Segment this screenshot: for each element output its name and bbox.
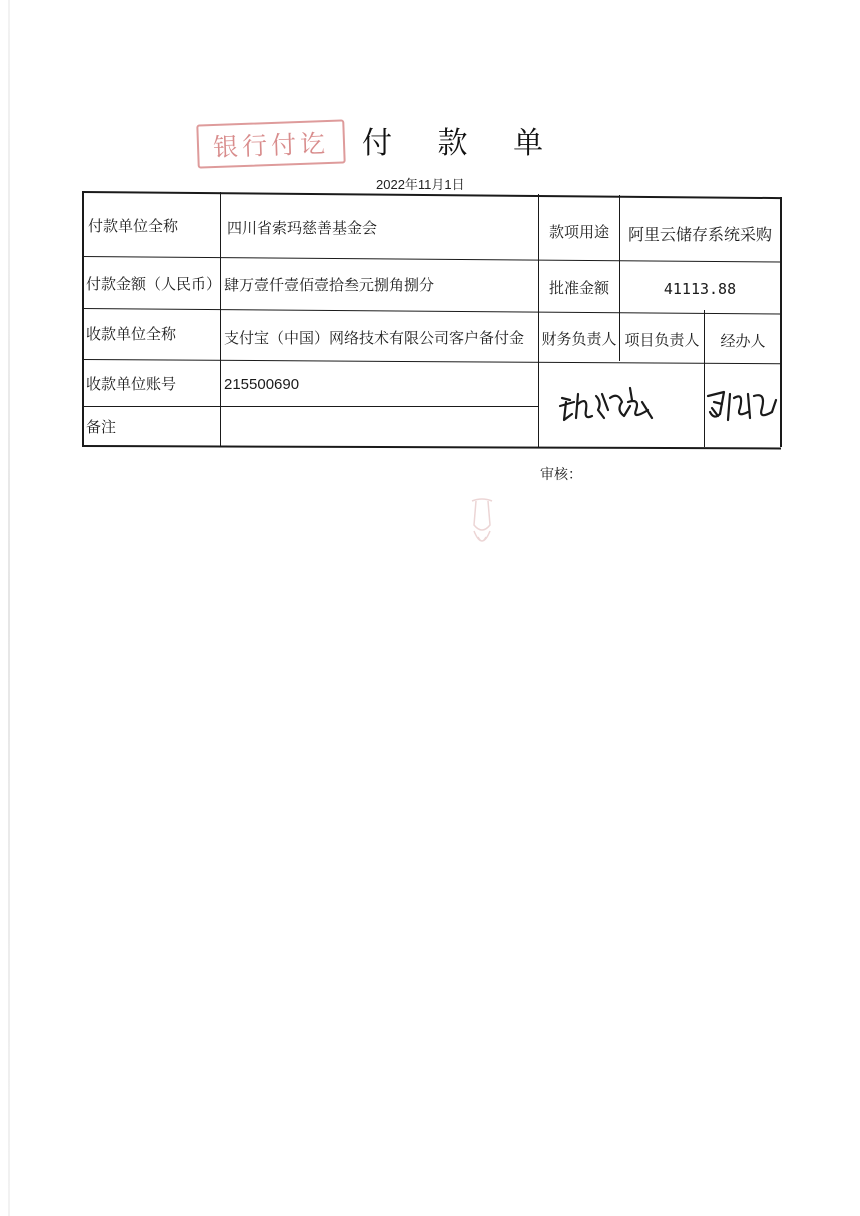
purpose-value: 阿里云储存系统采购 — [627, 224, 772, 244]
remark-label: 备注 — [86, 417, 117, 436]
table-border-right — [780, 197, 782, 447]
project-head-label: 项目负责人 — [624, 330, 700, 349]
payee-account-label: 收款单位账号 — [86, 374, 177, 393]
col-divider — [220, 192, 221, 446]
document-date: 2022年11月1日 — [376, 177, 465, 192]
review-label: 审核： — [540, 467, 582, 483]
page-title: 付 款 单 — [362, 126, 562, 161]
faint-seal-mark — [462, 495, 502, 555]
row-divider — [82, 308, 781, 314]
handler-label: 经办人 — [720, 331, 766, 350]
bank-paid-stamp: 银行付讫 — [196, 119, 345, 168]
approved-amount-value: 41113.88 — [663, 280, 737, 298]
payee-account-value: 215500690 — [224, 375, 300, 393]
row-divider — [82, 256, 781, 262]
scan-edge — [8, 0, 10, 1216]
payer-name-value: 四川省索玛慈善基金会 — [227, 218, 378, 237]
amount-in-words: 肆万壹仟壹佰壹拾叁元捌角捌分 — [224, 275, 435, 294]
table-border-left — [82, 191, 84, 447]
row-divider — [82, 406, 539, 407]
purpose-label: 款项用途 — [548, 222, 609, 241]
payer-name-label: 付款单位全称 — [88, 216, 179, 235]
table-border-bottom — [82, 445, 781, 449]
approved-amount-label: 批准金额 — [548, 278, 609, 297]
payee-name-value: 支付宝（中国）网络技术有限公司客户备付金 — [224, 328, 525, 347]
handler-signature — [704, 382, 780, 430]
row-divider — [82, 359, 781, 364]
finance-head-label: 财务负责人 — [541, 329, 617, 348]
finance-head-signature — [556, 380, 666, 430]
payee-name-label: 收款单位全称 — [86, 324, 177, 343]
amount-label: 付款金额（人民币） — [86, 274, 222, 293]
